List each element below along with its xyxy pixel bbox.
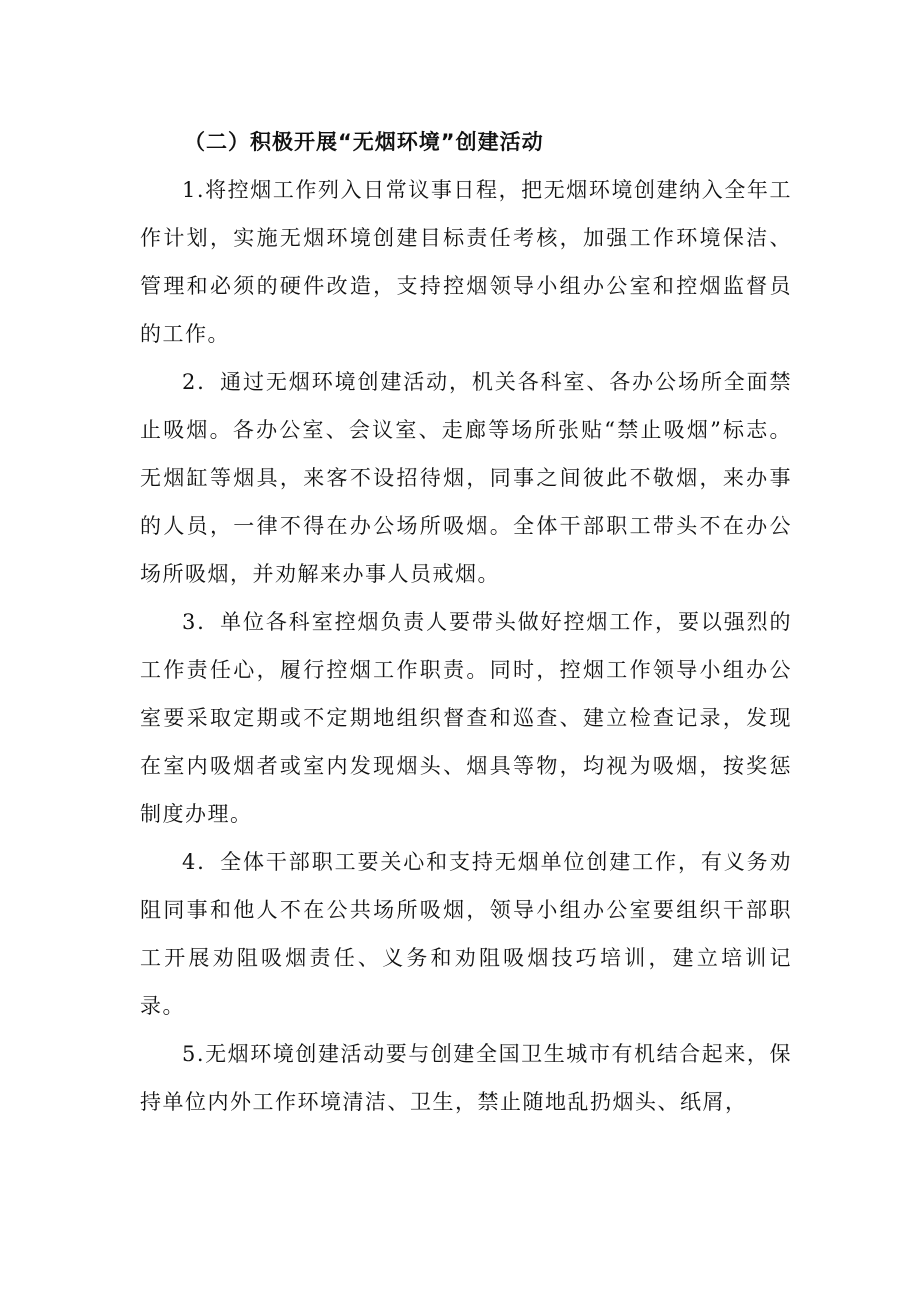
paragraph-1: 1.将控烟工作列入日常议事日程，把无烟环境创建纳入全年工作计划，实施无烟环境创建目标责任考核，加强工作环境保洁、管理和必须的硬件改造，支持控烟领导小组办公室和控烟监督员的工作。 [140, 178, 792, 346]
paragraph-5: 5.无烟环境创建活动要与创建全国卫生城市有机结合起来，保持单位内外工作环境清洁、卫生，禁止随地乱扔烟头、纸屑， [140, 1042, 792, 1114]
document-body [140, 118, 792, 1126]
paragraph-2: 2．通过无烟环境创建活动，机关各科室、各办公场所全面禁止吸烟。各办公室、会议室、走廊等场所张贴“禁止吸烟”标志。无烟缸等烟具，来客不设招待烟，同事之间彼此不敬烟，来办事的人员，一律不得在办公场所吸烟。全体干部职工带头不在办公场所吸烟，并劝解来办事人员戒烟。 [140, 370, 792, 586]
paragraph-4: 4．全体干部职工要关心和支持无烟单位创建工作，有义务劝阻同事和他人不在公共场所吸烟，领导小组办公室要组织干部职工开展劝阻吸烟责任、义务和劝阻吸烟技巧培训，建立培训记录。 [140, 850, 792, 1018]
paragraph-3: 3．单位各科室控烟负责人要带头做好控烟工作，要以强烈的工作责任心，履行控烟工作职责。同时，控烟工作领导小组办公室要采取定期或不定期地组织督查和巡查、建立检查记录，发现在室内吸烟者或室内发现烟头、烟具等物，均视为吸烟，按奖惩制度办理。 [140, 610, 792, 826]
section-heading: （二）积极开展“无烟环境”创建活动 [184, 130, 544, 154]
